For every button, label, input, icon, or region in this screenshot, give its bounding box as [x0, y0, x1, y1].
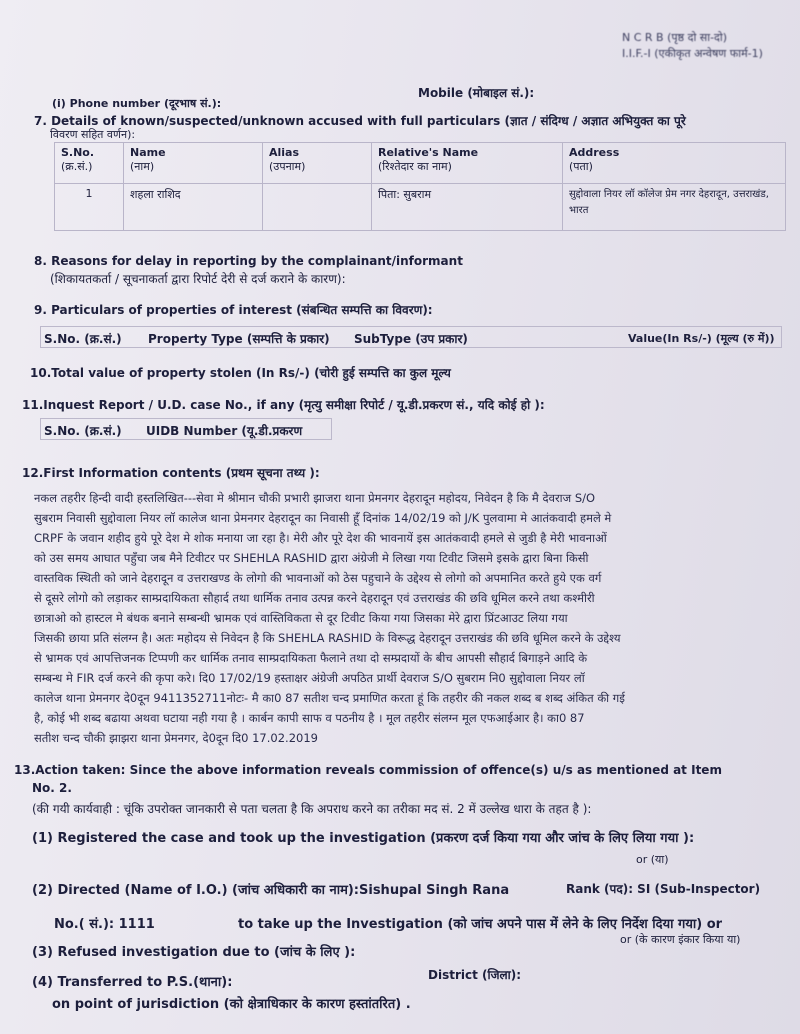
phone-label: (i) Phone number (दूरभाष सं.): — [52, 97, 222, 110]
fir-contents-title: 12.First Information contents (प्रथम सूचना तथ्य ): — [22, 466, 320, 480]
col-alias: Alias — [269, 146, 300, 159]
property-col-subtype: SubType (उप प्रकार) — [354, 332, 468, 346]
fir-line: नकल तहरीर हिन्दी वादी हस्तलिखित---सेवा मे श्रीमान चौकी प्रभारी झाजरा थाना प्रेमनगर देहरादून महोदय, निवेदन है कि मै देवराज S/O — [34, 491, 596, 505]
header-iif: I.I.F.-I (एकीकृत अन्वेषण फार्म-1) — [622, 47, 763, 60]
option-registered: (1) Registered the case and took up the investigation (प्रकरण दर्ज किया गया और जांच के लिए लिया गया ): — [32, 831, 695, 846]
property-col-sno: S.No. (क्र.सं.) — [44, 332, 122, 346]
district-label: District (जिला): — [428, 968, 522, 982]
delay-reason-title: 8. Reasons for delay in reporting by the complainant/informant — [34, 254, 463, 268]
accused-table — [54, 142, 786, 231]
col-relative: Relative's Name — [378, 146, 479, 159]
col-address: Address — [569, 146, 620, 159]
fir-line: से दूसरे लोगो को लड़ाकर साम्प्रदायिकता सौहार्द तथा धार्मिक तनाव उत्पन्न करने देहरादून एवं उत्तराखंड की छवि धूमिल करने तथा कश्मीरी — [34, 591, 595, 605]
fir-line: सतीश चन्द चौकी झाझरा थाना प्रेमनगर, दे0दून दि0 17.02.2019 — [34, 731, 318, 745]
accused-section-title-hi: विवरण सहित वर्णन): — [50, 128, 136, 141]
accused-section-title: 7. Details of known/suspected/unknown accused with full particulars (ज्ञात / संदिग्ध / अज्ञात अभियुक्त का पूरे — [34, 114, 686, 128]
fir-line: जिसकी छाया प्रति संलग्न है। अतः महोदय से निवेदन है कि SHEHLA RASHID के विरूद्ध देहरादून उत्तराखंड की छवि धूमिल करने के उद्देश्य — [34, 631, 621, 645]
fir-line: से भ्रामक एवं आपत्तिजनक टिप्पणी कर धार्मिक तनाव साम्प्रदायिकता फैलाने तथा दो सम्प्रदायों के बीच आपसी सौहार्द बिगाड़ने आदि के — [34, 651, 588, 665]
table-row — [55, 184, 786, 231]
io-number: No.( सं.): 1111 — [54, 917, 155, 932]
col-relative-hi: (रिश्तेदार का नाम) — [378, 160, 452, 173]
col-sno: S.No. — [61, 146, 95, 159]
inquest-col-uidb: UIDB Number (यू.डी.प्रकरण — [146, 424, 303, 438]
col-sno-hi: (क्र.सं.) — [61, 160, 93, 173]
cell-alias — [263, 184, 372, 231]
delay-reason-title-hi: (शिकायतकर्ता / सूचनाकर्ता द्वारा रिपोर्ट देरी से दर्ज कराने के कारण): — [50, 272, 346, 286]
col-alias-hi: (उपनाम) — [269, 160, 306, 173]
fir-line: CRPF के जवान शहीद हुये पूरे देश मे शोक मनाया जा रहा है। मेरी और पूरे देश की भावनायें इस आतंकवादी हमले से जुडी है मेरी भावनाओं — [34, 531, 607, 545]
cell-name: शहला राशिद — [124, 184, 263, 231]
fir-line: है, कोई भी शब्द बढाया अथवा घटाया नही गया है । कार्बन कापी साफ व पठनीय है । मूल तहरीर संलग्न मूल एफआईआर है। का0 87 — [34, 711, 585, 725]
action-taken-title-hi: (की गयी कार्यवाही : चूंकि उपरोक्त जानकारी से पता चलता है कि अपराध करने का तरीका मद सं. 2 में उल्लेख धारा के तहत है ): — [32, 802, 592, 816]
fir-line: कालेज थाना प्रेमनगर दे0दून 9411352711नोटः- मै का0 87 सतीश चन्द प्रमाणित करता हूं कि तहरीर की नकल शब्द ब शब्द अंकित की गई — [34, 691, 625, 705]
action-taken-title-2: No. 2. — [32, 781, 72, 795]
action-taken-title: 13.Action taken: Since the above information reveals commission of offence(s) u/s as mentioned at Item — [14, 763, 722, 777]
io-rank: Rank (पद): SI (Sub-Inspector) — [566, 882, 761, 896]
fir-line: वास्तविक स्थिती को जाने देहरादून व उत्तराखण्ड के लोगो की भावनाओं को ठेस पहुचाने के उद्देश्य से लोगो को अपमानित करते हुये एक वर्ग — [34, 571, 602, 585]
or-label-1: or (या) — [636, 853, 669, 866]
col-name-hi: (नाम) — [130, 160, 155, 173]
header-ncrb: N C R B (पृष्ठ दो सा-दो) — [622, 31, 728, 44]
col-name: Name — [130, 146, 166, 159]
accused-table-header — [55, 143, 786, 184]
property-section-title: 9. Particulars of properties of interest (संबन्धित सम्पत्ति का विवरण): — [34, 303, 433, 317]
property-col-type: Property Type (सम्पत्ति के प्रकार) — [148, 332, 330, 346]
fir-line: सुबराम निवासी सुद्दोवाला नियर लॉ कालेज थाना प्रेमनगर देहरादून का निवासी हूँ दिनांक 14/02/19 को J/K पुलवामा मे आतंकवादी हमले मे — [34, 511, 612, 525]
option-directed: (2) Directed (Name of I.O.) (जांच अधिकारी का नाम):Sishupal Singh Rana — [32, 883, 510, 898]
cell-sno: 1 — [55, 184, 124, 231]
property-col-value: Value(In Rs/-) (मूल्य (रु में)) — [628, 332, 775, 345]
stolen-value-title: 10.Total value of property stolen (In Rs/-) (चोरी हुई सम्पत्ति का कुल मूल्य — [30, 366, 451, 380]
fir-line: छात्राओ को हास्टल मे बंधक बनाने सम्बन्धी भ्रामक एवं वास्तिविकता से दूर टिवीट किया गया जिसका मेरे द्वारा प्रिंटआउट लिया गया — [34, 611, 568, 625]
or-label-2: or (के कारण इंकार किया या) — [620, 933, 741, 946]
inquest-col-sno: S.No. (क्र.सं.) — [44, 424, 122, 438]
jurisdiction-label: on point of jurisdiction (को क्षेत्राधिकार के कारण हस्तांतरित) . — [52, 997, 411, 1012]
fir-line: को उस समय आघात पहुँचा जब मैने टिवीटर पर SHEHLA RASHID द्वारा अंग्रेजी मे लिखा गया टिवीट जिसमे इसके द्वारा बिना किसी — [34, 551, 589, 565]
option-transferred: (4) Transferred to P.S.(थाना): — [32, 975, 233, 990]
option-refused: (3) Refused investigation due to (जांच के लिए ): — [32, 945, 356, 960]
fir-line: सम्बन्ध मे FIR दर्ज करने की कृपा करे। दि0 17/02/19 हस्ताक्षर अंग्रेजी अपठित प्रार्थी देवराज S/O सुबराम नि0 सुद्दोवाला नियर लॉ — [34, 671, 585, 685]
take-up-investigation: to take up the Investigation (को जांच अपने पास में लेने के लिए निर्देश दिया गया) or — [238, 917, 723, 932]
inquest-title: 11.Inquest Report / U.D. case No., if any (मृत्यु समीक्षा रिपोर्ट / यू.डी.प्रकरण सं., यदि कोई हो ): — [22, 398, 545, 412]
cell-relative: पिता: सुबराम — [372, 184, 563, 231]
cell-address: सुद्दोवाला नियर लॉ कॉलेज प्रेम नगर देहरादून, उत्तराखंड, भारत — [563, 184, 786, 231]
col-address-hi: (पता) — [569, 160, 593, 173]
mobile-label: Mobile (मोबाइल सं.): — [418, 86, 535, 100]
